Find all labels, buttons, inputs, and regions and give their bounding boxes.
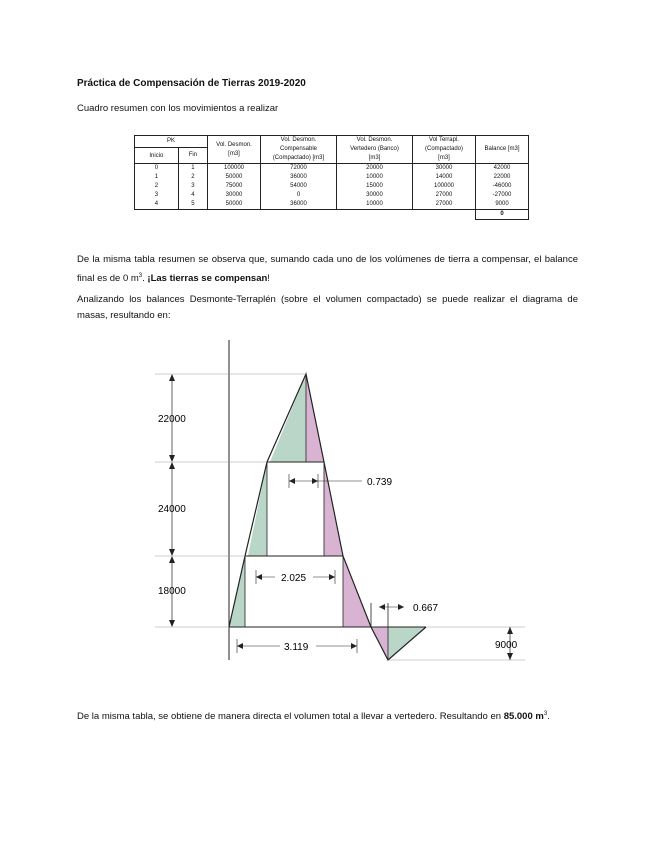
- total-balance: 0: [476, 210, 529, 220]
- page-title: Práctica de Compensación de Tierras 2019-2020: [77, 78, 306, 89]
- table-caption: Cuadro resumen con los movimientos a realizar: [77, 103, 279, 114]
- table-row: 3 4 30000 0 30000 27000 -27000: [135, 191, 529, 200]
- label-2025: 2.025: [281, 573, 307, 584]
- th-vol-desmon: Vol. Desmon. [m3]: [208, 136, 261, 164]
- table-row: 1 2 50000 36000 10000 14000 22000: [135, 173, 529, 182]
- th-balance: Balance [m3]: [476, 136, 529, 164]
- label-0667: 0.667: [413, 603, 439, 614]
- table-row: 2 3 75000 54000 15000 100000 -46000: [135, 182, 529, 191]
- label-18000: 18000: [158, 586, 186, 597]
- table-row: 0 1 100000 72000 20000 30000 42000: [135, 164, 529, 174]
- th-inicio: Inicio: [135, 148, 179, 164]
- th-pk: PK: [135, 136, 208, 148]
- label-9000: 9000: [495, 640, 518, 651]
- paragraph-balance: De la misma tabla resumen se observa que, sumando cada uno de los volúmenes de tierra a compensar, el balance final es de 0 $m^3$. ¡Las tierras se compensan!: [77, 254, 578, 285]
- th-compensable: Vol. Desmon. Compensable (Compactado) [m3]: [261, 136, 337, 164]
- table-row: 4 5 50000 36000 10000 27000 9000: [135, 200, 529, 210]
- th-fin: Fin: [178, 148, 207, 164]
- label-3119: 3.119: [284, 642, 309, 653]
- label-22000: 22000: [158, 414, 186, 425]
- th-vertedero: Vol. Desmon. Vertedero (Banco) [m3]: [337, 136, 413, 164]
- th-terraplen: Vol Terrapl. (Compactado) [m3]: [413, 136, 476, 164]
- paragraph-vertedero: De la misma tabla, se obtiene de manera directa el volumen total a llevar a vertedero. Resultando en 85.000 $m^3$.: [77, 711, 550, 723]
- label-24000: 24000: [158, 504, 186, 515]
- label-0739: 0.739: [367, 477, 393, 488]
- paragraph-diagram-intro: Analizando los balances Desmonte-Terraplén (sobre el volumen compactado) se puede realizar el diagrama de masas, resultando en:: [77, 294, 578, 321]
